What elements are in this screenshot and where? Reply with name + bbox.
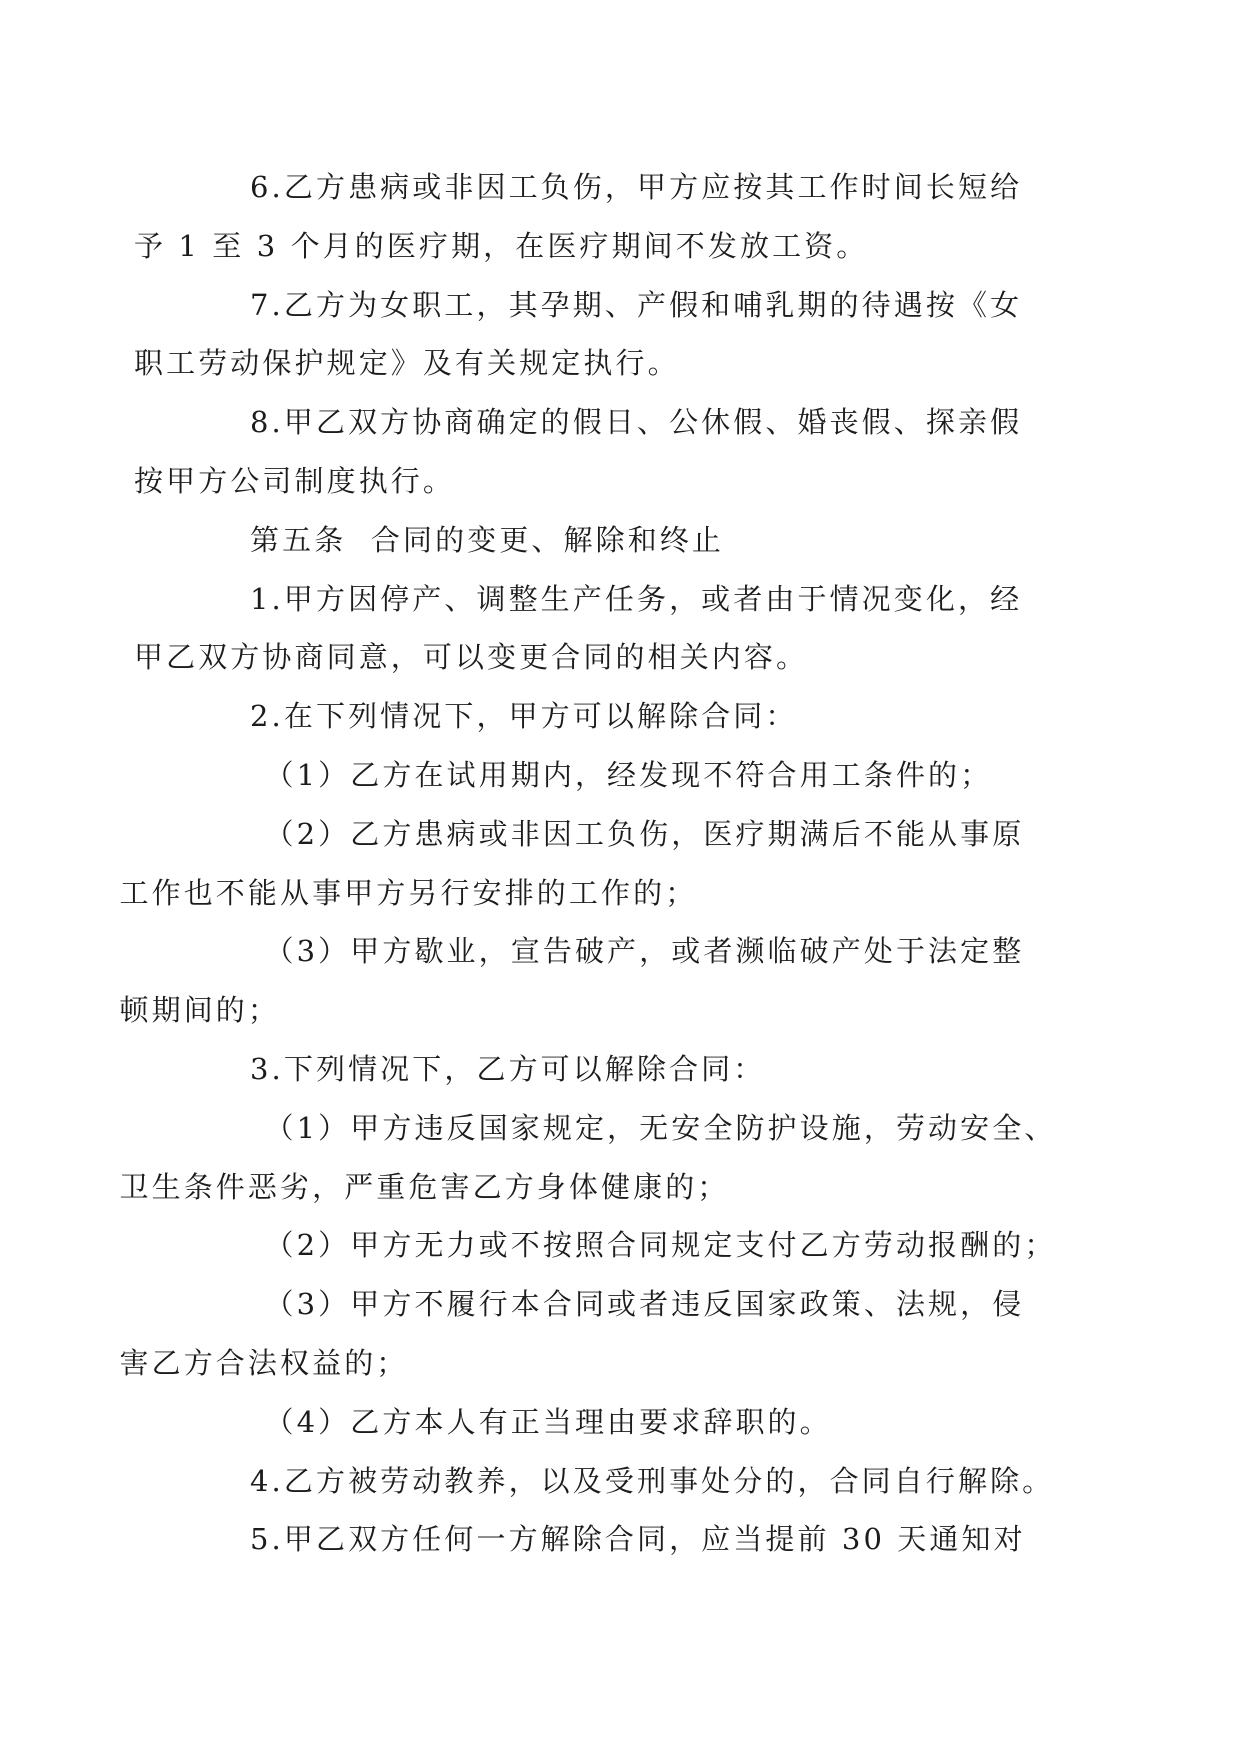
sub-clause (119, 922, 1060, 1040)
sub-clause (192, 746, 1060, 805)
text-line: 甲乙双方协商同意，可以变更合同的相关内容。 (134, 640, 809, 675)
clause-paragraph (192, 1452, 1060, 1511)
text-line: 顿期间的； (119, 993, 281, 1028)
text-line: 7.乙方为女职工，其孕期、产假和哺乳期的待遇按《女 (250, 287, 1023, 322)
text-line: 3.下列情况下，乙方可以解除合同： (250, 1051, 766, 1086)
text-line: 卫生条件恶劣，严重危害乙方身体健康的； (119, 1169, 730, 1204)
text-line: 5.甲乙双方任何一方解除合同，应当提前 30 天通知对 (250, 1522, 1026, 1557)
text-line: （2）甲方无力或不按照合同规定支付乙方劳动报酬的； (264, 1228, 1057, 1263)
clause-paragraph (192, 1040, 1060, 1099)
text-line: 职工劳动保护规定》及有关规定执行。 (134, 346, 680, 381)
text-line: 予 1 至 3 个月的医疗期，在医疗期间不发放工资。 (134, 228, 869, 263)
sub-clause (192, 1216, 1060, 1275)
clause-paragraph (134, 393, 1060, 511)
clause-paragraph (134, 158, 1060, 276)
text-line: 按甲方公司制度执行。 (134, 463, 456, 498)
text-line: 2.在下列情况下，甲方可以解除合同： (250, 699, 798, 734)
clause-paragraph (134, 276, 1060, 394)
text-line: 6.乙方患病或非因工负伤，甲方应按其工作时间长短给 (250, 170, 1023, 204)
clause-paragraph (192, 1510, 1060, 1569)
contract-body (119, 158, 1060, 1569)
text-line: 第五条 合同的变更、解除和终止 (250, 522, 725, 557)
sub-clause (119, 1099, 1060, 1217)
sub-clause (192, 1393, 1060, 1452)
text-line: （1）甲方违反国家规定，无安全防护设施，劳动安全、 (264, 1110, 1057, 1145)
clause-paragraph (134, 570, 1060, 688)
text-line: 工作也不能从事甲方另行安排的工作的； (119, 875, 698, 910)
sub-clause (119, 1275, 1060, 1393)
text-line: 害乙方合法权益的； (119, 1345, 409, 1380)
text-line: （1）乙方在试用期内，经发现不符合用工条件的； (264, 757, 993, 792)
clause-paragraph (192, 687, 1060, 746)
text-line: 4.乙方被劳动教养，以及受刑事处分的，合同自行解除。 (250, 1463, 1055, 1498)
section-heading (192, 511, 1060, 570)
text-line: （4）乙方本人有正当理由要求辞职的。 (264, 1404, 832, 1439)
text-line: （3）甲方不履行本合同或者违反国家政策、法规，侵 (264, 1287, 1025, 1322)
text-line: 8.甲乙双方协商确定的假日、公休假、婚丧假、探亲假 (250, 405, 1023, 440)
text-line: （2）乙方患病或非因工负伤，医疗期满后不能从事原 (264, 816, 1025, 851)
text-line: （3）甲方歇业，宣告破产，或者濒临破产处于法定整 (264, 934, 1025, 969)
sub-clause (119, 805, 1060, 923)
text-line: 1.甲方因停产、调整生产任务，或者由于情况变化，经 (250, 581, 1023, 616)
